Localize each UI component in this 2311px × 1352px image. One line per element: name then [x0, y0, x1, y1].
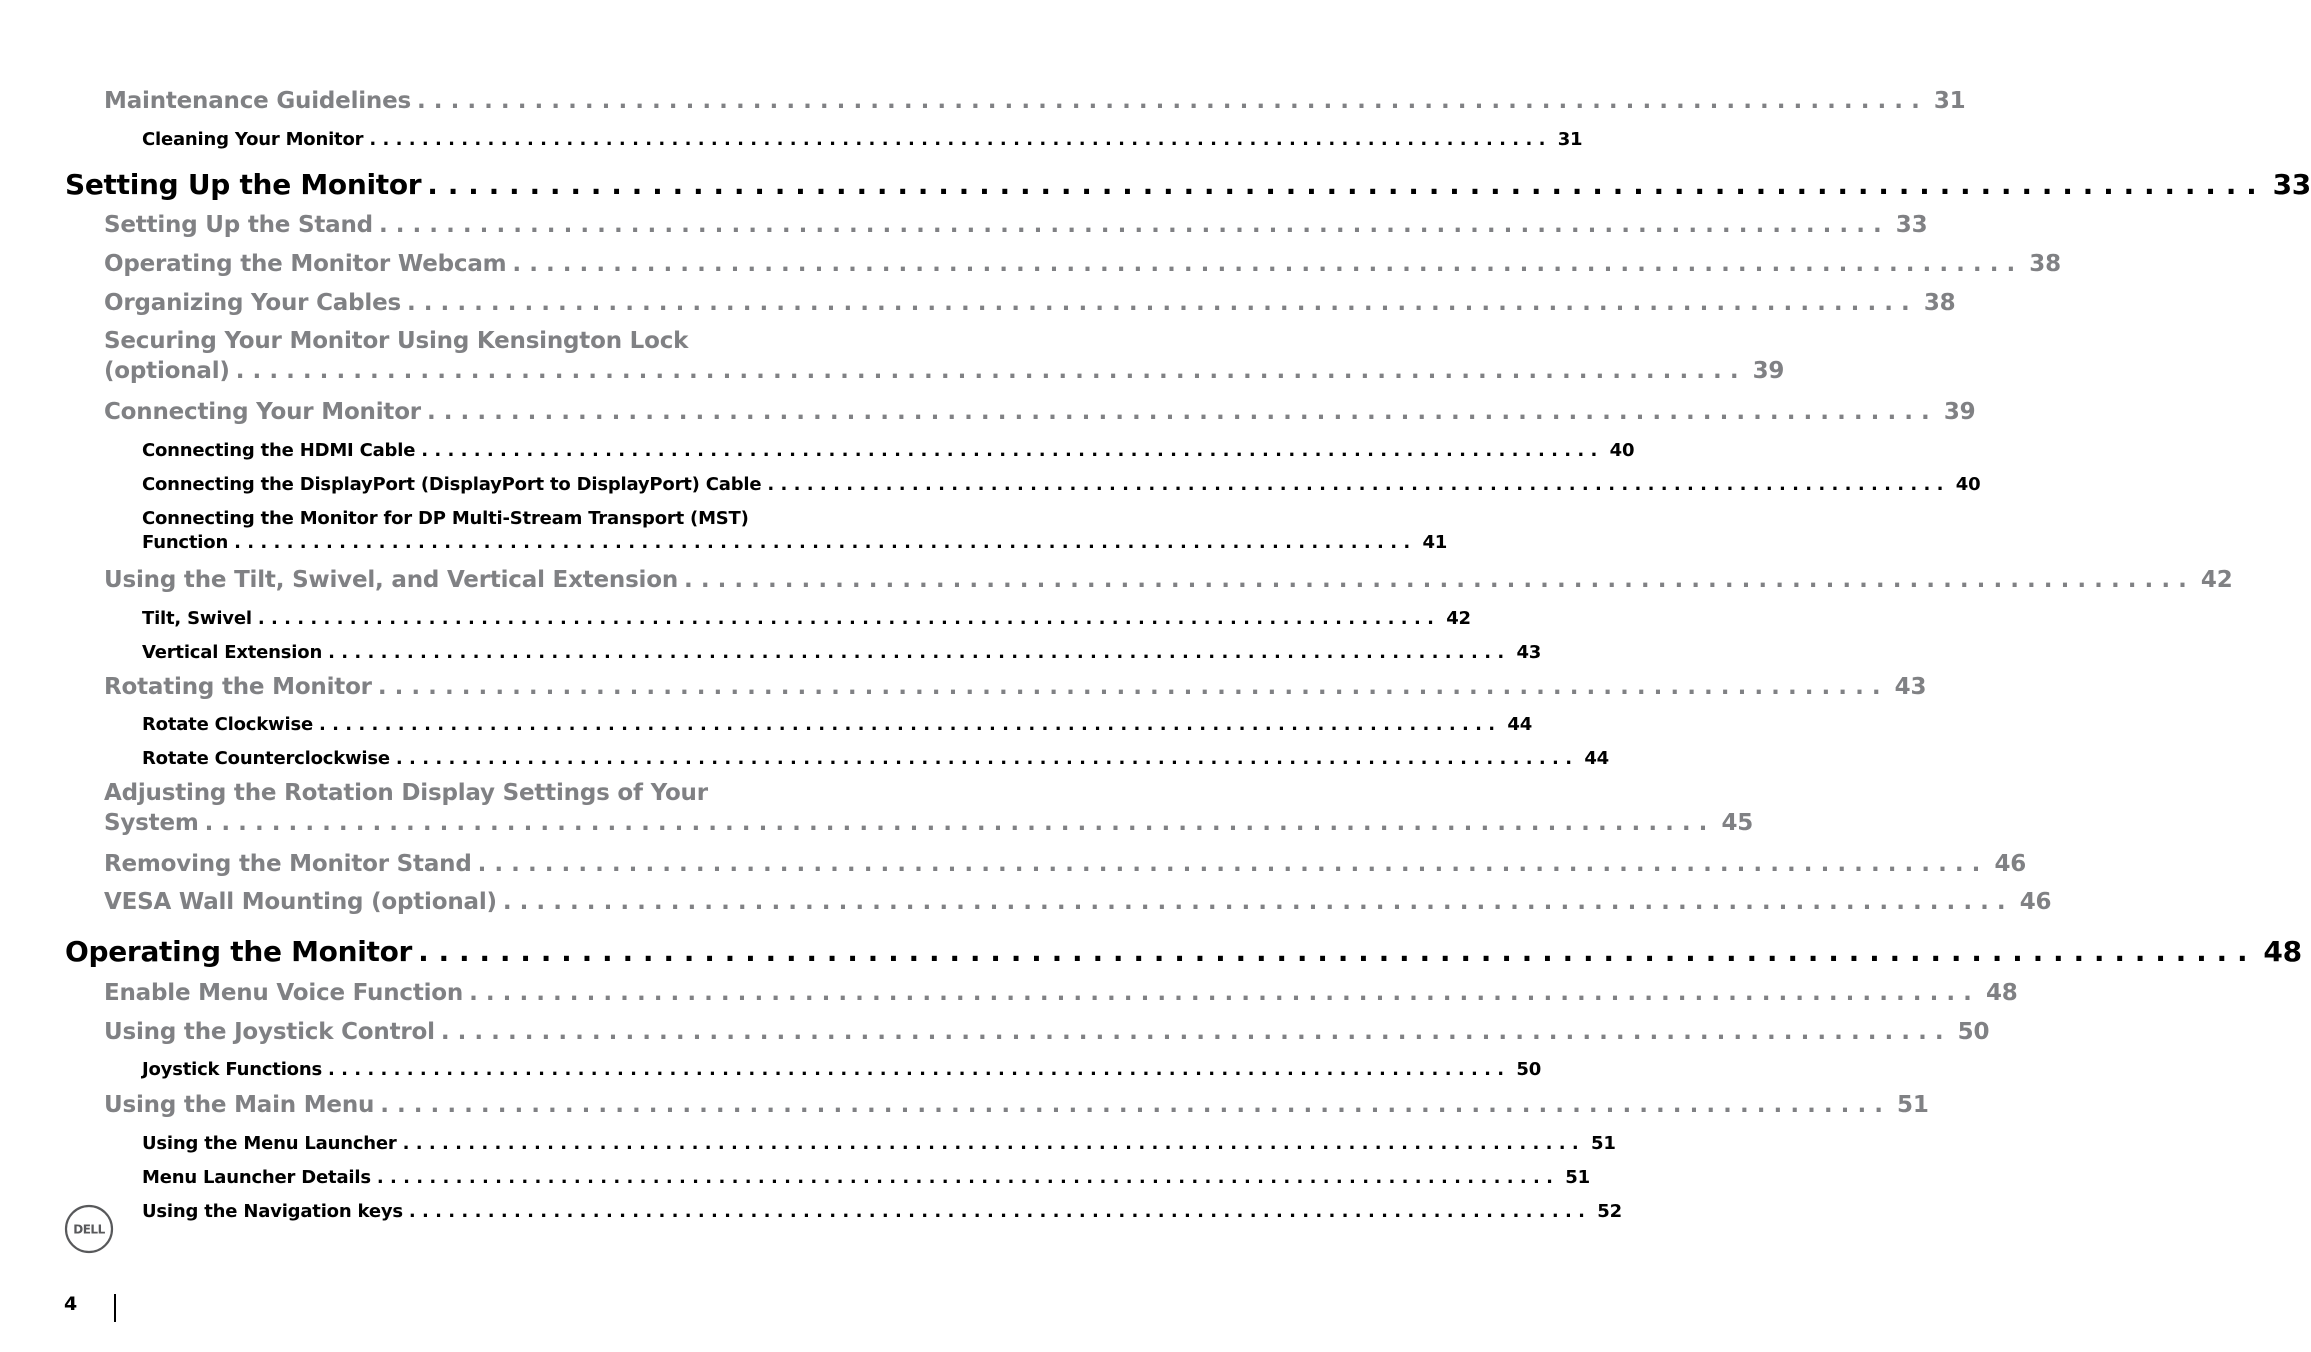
toc-page: 38	[2029, 251, 2061, 277]
toc-page: 52	[1597, 1201, 1622, 1222]
toc-entry-level2[interactable]: Rotating the Monitor .......................................................................................... 43	[104, 674, 1927, 700]
toc-entry-level3[interactable]: Rotate Clockwise .......................................................................................... 44	[142, 714, 1533, 735]
toc-entry-level2[interactable]: Securing Your Monitor Using Kensington Lock (optional) .......................................................................................... 39	[104, 328, 1785, 384]
toc-title: Removing the Monitor Stand	[104, 851, 472, 877]
toc-entry-level1[interactable]: Operating the Monitor .......................................................................................... 48	[65, 935, 2302, 968]
toc-entry-level3[interactable]: Using the Navigation keys .......................................................................................... 52	[142, 1201, 1622, 1222]
logo-text: DELL	[73, 1222, 105, 1237]
toc-page: 44	[1584, 748, 1609, 769]
toc-title: Using the Joystick Control	[104, 1019, 435, 1045]
toc-title: Organizing Your Cables	[104, 290, 401, 316]
toc-entry-level3[interactable]: Using the Menu Launcher .......................................................................................... 51	[142, 1133, 1616, 1154]
toc-page: 33	[2272, 168, 2311, 201]
toc-title: Cleaning Your Monitor	[142, 129, 364, 150]
toc-title: Vertical Extension	[142, 642, 323, 663]
toc-title-line1: Connecting the Monitor for DP Multi-Stream Transport (MST)	[142, 508, 749, 529]
page-number: 4	[64, 1293, 78, 1315]
toc-entry-level3[interactable]: Connecting the HDMI Cable .......................................................................................... 40	[142, 440, 1635, 461]
toc-page: 42	[2200, 567, 2233, 593]
toc-page: 39	[1943, 399, 1976, 425]
footer-divider	[114, 1294, 116, 1322]
toc-title: VESA Wall Mounting (optional)	[104, 889, 497, 915]
toc-page: 40	[1609, 440, 1635, 461]
toc-title: Using the Navigation keys	[142, 1201, 403, 1222]
toc-page: 33	[1895, 212, 1928, 238]
toc-entry-level3[interactable]: Menu Launcher Details .......................................................................................... 51	[142, 1167, 1590, 1188]
toc-title: Function	[142, 532, 229, 553]
dell-logo-icon	[64, 1204, 114, 1254]
toc-entry-level2[interactable]: Enable Menu Voice Function .......................................................................................... 48	[104, 980, 2018, 1006]
toc-title: Using the Main Menu	[104, 1092, 375, 1118]
toc-title: (optional)	[104, 358, 230, 384]
toc-title: Enable Menu Voice Function	[104, 980, 464, 1006]
toc-title: Using the Menu Launcher	[142, 1133, 397, 1154]
toc-page: 45	[1721, 810, 1754, 836]
toc-page: 43	[1516, 642, 1542, 663]
toc-title: Operating the Monitor	[65, 935, 413, 968]
toc-entry-level2[interactable]: Using the Main Menu .......................................................................................... 51	[104, 1092, 1929, 1118]
toc-page: 31	[1933, 88, 1966, 114]
toc-page: 48	[2263, 935, 2302, 968]
toc-title: Joystick Functions	[142, 1059, 322, 1080]
toc-entry-level3[interactable]: Connecting the DisplayPort (DisplayPort to DisplayPort) Cable .......................................................................................... 40	[142, 474, 1981, 495]
toc-title: Maintenance Guidelines	[104, 88, 411, 114]
toc-entry-level2[interactable]: Setting Up the Stand .......................................................................................... 33	[104, 212, 1928, 238]
toc-title: Operating the Monitor Webcam	[104, 251, 507, 277]
toc-page: 51	[1897, 1092, 1929, 1118]
toc-entry-level2[interactable]: Organizing Your Cables .......................................................................................... 38	[104, 290, 1956, 316]
toc-page: 51	[1591, 1133, 1616, 1154]
toc-page: 50	[1957, 1019, 1990, 1045]
toc-title: Connecting the DisplayPort (DisplayPort to DisplayPort) Cable	[142, 474, 762, 495]
toc-page: 46	[1994, 851, 2027, 877]
toc-title-line1: Adjusting the Rotation Display Settings of Your	[104, 780, 708, 806]
toc-title: Rotate Clockwise	[142, 714, 313, 735]
toc-entry-level3[interactable]: Vertical Extension .......................................................................................... 43	[142, 642, 1542, 663]
toc-entry-level2[interactable]: Adjusting the Rotation Display Settings of Your System .......................................................................................... 45	[104, 780, 1754, 836]
toc-entry-level2[interactable]: Connecting Your Monitor .......................................................................................... 39	[104, 399, 1976, 425]
toc-entry-level3[interactable]: Tilt, Swivel .......................................................................................... 42	[142, 608, 1471, 629]
toc-page: 39	[1752, 358, 1785, 384]
toc-page: 48	[1985, 980, 2018, 1006]
toc-title: Rotate Counterclockwise	[142, 748, 390, 769]
toc-entry-level2[interactable]: Maintenance Guidelines .......................................................................................... 31	[104, 88, 1966, 114]
toc-page: 31	[1557, 129, 1583, 150]
toc-title: Using the Tilt, Swivel, and Vertical Extension	[104, 567, 679, 593]
toc-page: 41	[1422, 532, 1448, 553]
toc-title: Connecting Your Monitor	[104, 399, 421, 425]
toc-title: Connecting the HDMI Cable	[142, 440, 416, 461]
toc-title: Tilt, Swivel	[142, 608, 252, 629]
toc-entry-level2[interactable]: Removing the Monitor Stand .......................................................................................... 46	[104, 851, 2027, 877]
toc-page: 38	[1923, 290, 1956, 316]
toc-title: Setting Up the Stand	[104, 212, 373, 238]
toc-page: 46	[2019, 889, 2052, 915]
toc-title-line1: Securing Your Monitor Using Kensington Lock	[104, 328, 689, 354]
toc-page: 43	[1894, 674, 1927, 700]
toc-entry-level2[interactable]: Using the Tilt, Swivel, and Vertical Extension .......................................................................................... 42	[104, 567, 2233, 593]
toc-entry-level3[interactable]: Connecting the Monitor for DP Multi-Stream Transport (MST) Function .......................................................................................... 41	[142, 508, 1448, 553]
toc-title: Rotating the Monitor	[104, 674, 372, 700]
toc-page: 50	[1516, 1059, 1542, 1080]
toc-title: Menu Launcher Details	[142, 1167, 371, 1188]
toc-page: 40	[1955, 474, 1981, 495]
toc-page: 44	[1507, 714, 1533, 735]
toc-page: 42	[1446, 608, 1471, 629]
toc-entry-level2[interactable]: Using the Joystick Control .......................................................................................... 50	[104, 1019, 1990, 1045]
toc-title: System	[104, 810, 199, 836]
toc-entry-level3[interactable]: Rotate Counterclockwise .......................................................................................... 44	[142, 748, 1609, 769]
toc-entry-level1[interactable]: Setting Up the Monitor .......................................................................................... 33	[65, 168, 2311, 201]
toc-title: Setting Up the Monitor	[65, 168, 422, 201]
toc-entry-level3[interactable]: Joystick Functions .......................................................................................... 50	[142, 1059, 1542, 1080]
toc-entry-level2[interactable]: VESA Wall Mounting (optional) .......................................................................................... 46	[104, 889, 2052, 915]
toc-page: 51	[1565, 1167, 1590, 1188]
toc-entry-level3[interactable]: Cleaning Your Monitor .......................................................................................... 31	[142, 129, 1583, 150]
toc-entry-level2[interactable]: Operating the Monitor Webcam .......................................................................................... 38	[104, 251, 2061, 277]
